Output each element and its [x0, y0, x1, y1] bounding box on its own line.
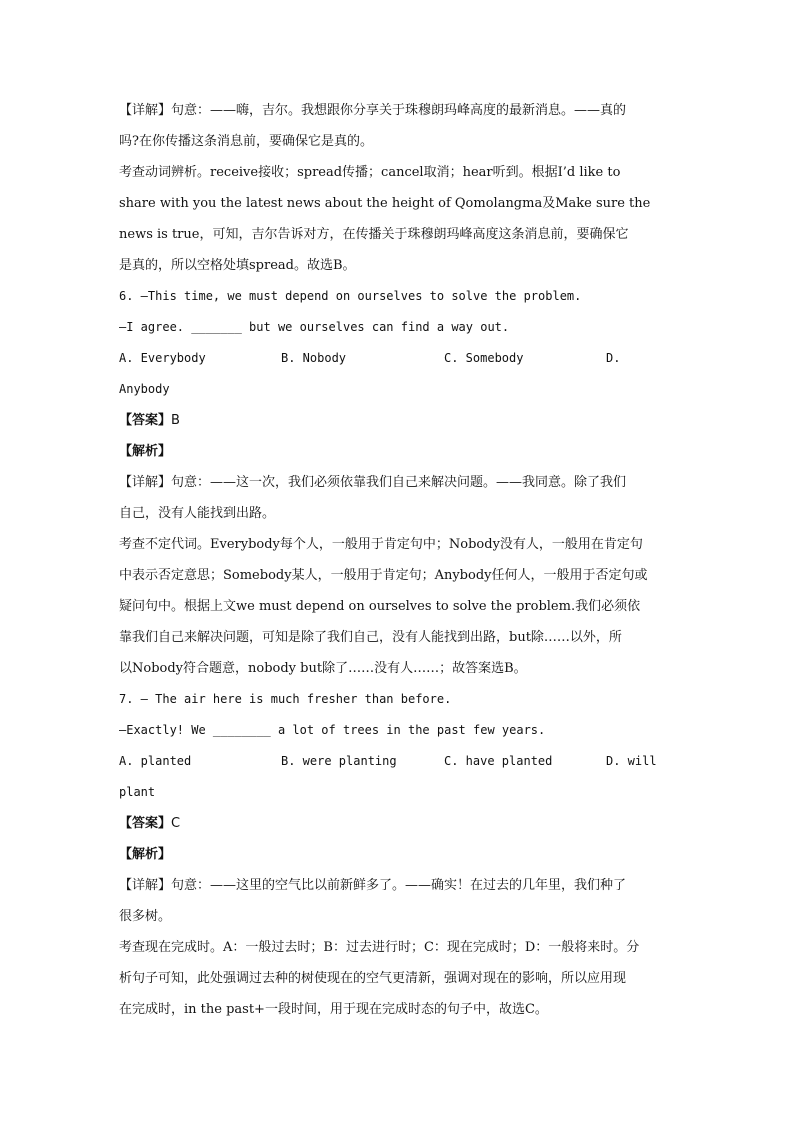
option-d-continued: Anybody — [119, 382, 170, 396]
detail-line: 很多树。 — [119, 909, 172, 924]
answer-tag: 【答案】 — [119, 816, 172, 831]
question-7-stem: 7. — The air here is much fresher than before. — [119, 692, 452, 706]
option-c: C. Somebody — [444, 351, 524, 365]
option-b: B. were planting — [281, 754, 397, 768]
detail-line: 【详解】句意：——这一次，我们必须依靠我们自己来解决问题。——我同意。除了我们 — [119, 475, 627, 490]
option-b: B. Nobody — [281, 351, 347, 365]
question-7-reply: —Exactly! We ________ a lot of trees in the past few years. — [119, 723, 546, 737]
question-7-options — [119, 746, 674, 777]
analysis-tag: 【解析】 — [119, 444, 172, 459]
explanation-line: 在完成时，in the past+一段时间，用于现在完成时态的句子中，故选C。 — [119, 1002, 548, 1017]
answer-tag: 【答案】 — [119, 413, 172, 428]
explanation-line: news is true，可知，吉尔告诉对方，在传播关于珠穆朗玛峰高度这条消息前，要确保它 — [119, 227, 629, 242]
explanation-line: 疑问句中。根据上文we must depend on ourselves to solve the problem.我们必须依 — [119, 599, 641, 614]
document-page — [119, 95, 674, 1025]
detail-line: 【详解】句意：——嗨，吉尔。我想跟你分享关于珠穆朗玛峰高度的最新消息。——真的 — [119, 103, 627, 118]
analysis-tag: 【解析】 — [119, 847, 172, 862]
explanation-line: share with you the latest news about the height of Qomolangma及Make sure the — [119, 196, 651, 211]
question-6-reply: —I agree. _______ but we ourselves can find a way out. — [119, 320, 510, 334]
detail-line: 吗?在你传播这条消息前，要确保它是真的。 — [119, 134, 373, 149]
option-a: A. Everybody — [119, 351, 206, 365]
explanation-line: 考查不定代词。Everybody每个人，一般用于肯定句中；Nobody没有人，一般用在肯定句 — [119, 537, 643, 552]
detail-line: 自己，没有人能找到出路。 — [119, 506, 276, 521]
answer-value: B — [171, 413, 180, 428]
explanation-line: 考查现在完成时。A：一般过去时；B：过去进行时；C：现在完成时；D：一般将来时。分 — [119, 940, 640, 955]
explanation-line: 以Nobody符合题意，nobody but除了……没有人……；故答案选B。 — [119, 661, 527, 676]
explanation-line: 析句子可知，此处强调过去种的树使现在的空气更清新，强调对现在的影响，所以应用现 — [119, 971, 627, 986]
option-d: D. will — [606, 754, 657, 768]
explanation-line: 靠我们自己来解决问题，可知是除了我们自己，没有人能找到出路，but除……以外，所 — [119, 630, 622, 645]
option-c: C. have planted — [444, 754, 553, 768]
explanation-line: 考查动词辨析。receive接收；spread传播；cancel取消；hear听到。根据I’d like to — [119, 165, 621, 180]
explanation-line: 中表示否定意思；Somebody某人，一般用于肯定句；Anybody任何人，一般用于否定句或 — [119, 568, 648, 583]
option-d: D. — [606, 351, 621, 365]
question-6-options — [119, 343, 674, 374]
detail-line: 【详解】句意：——这里的空气比以前新鲜多了。——确实！在过去的几年里，我们种了 — [119, 878, 627, 893]
explanation-line: 是真的，所以空格处填spread。故选B。 — [119, 258, 356, 273]
answer-line — [119, 808, 674, 839]
answer-value: C — [171, 816, 181, 831]
option-a: A. planted — [119, 754, 192, 768]
question-6-stem: 6. —This time, we must depend on ourselves to solve the problem. — [119, 289, 582, 303]
option-d-continued: plant — [119, 785, 156, 799]
answer-line — [119, 405, 674, 436]
